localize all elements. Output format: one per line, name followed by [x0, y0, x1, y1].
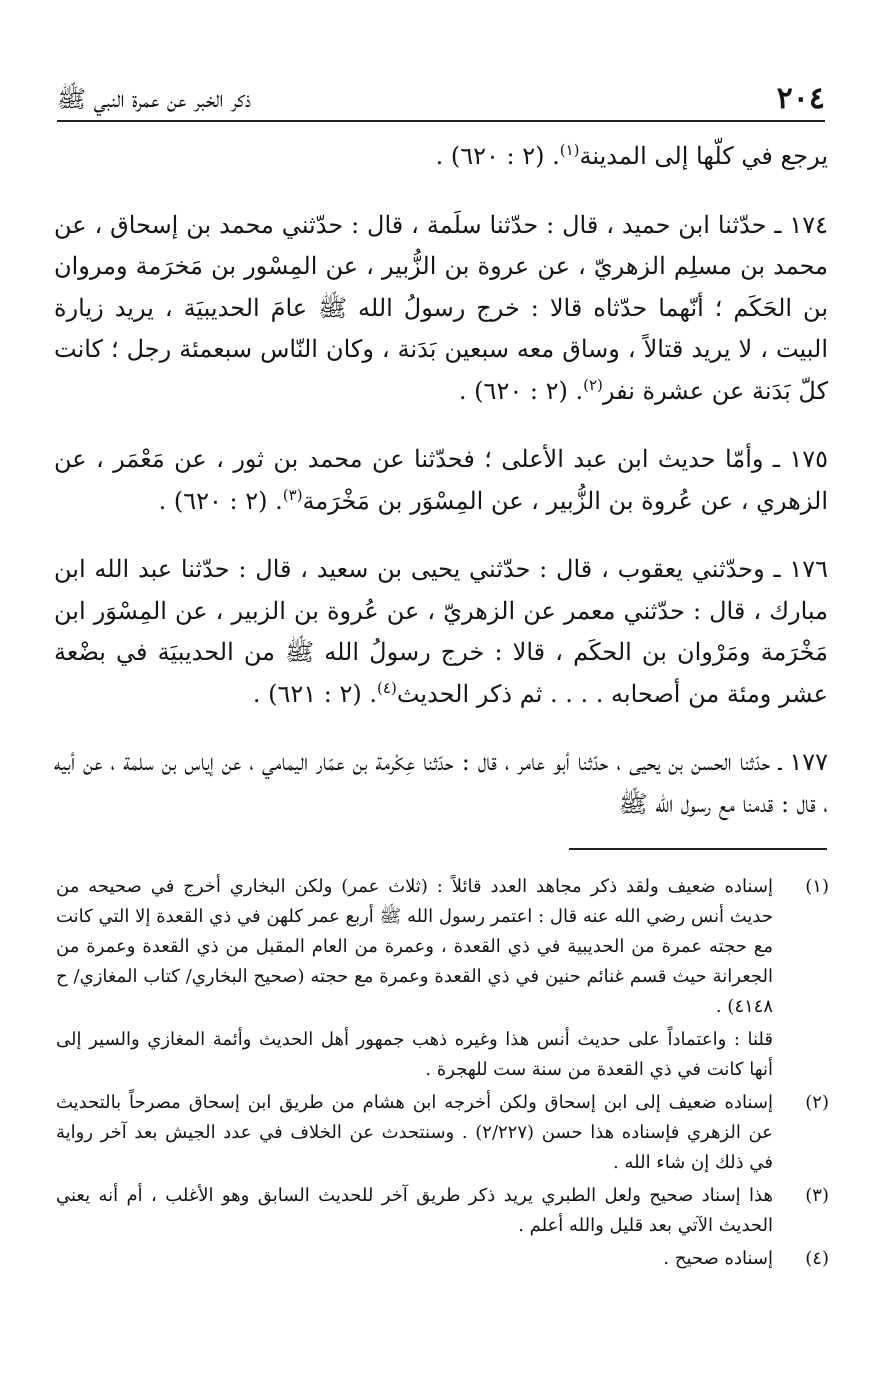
- paragraph-text: ١٧٥ ـ وأمّا حديث ابن عبد الأعلى ؛ فحدّثنا عن محمد بن ثور ، عن مَعْمَر ، عن الزهري ، عن عُروة بن الزُّبير ، عن المِسْوَر بن مَخْرَمة: [54, 445, 829, 515]
- footnote-text: هذا إسناد صحيح ولعل الطبري يريد ذكر طريق آخر للحديث السابق وهو الأغلب ، أم أنه يعني الحديث الآتي بعد قليل والله أعلم .: [56, 1185, 773, 1236]
- footnote-text: إسناده ضعيف إلى ابن إسحاق ولكن أخرجه ابن هشام من طريق ابن إسحاق مصرحاً بالتحديث عن الزهري فإسناده هذا حسن (٢/٢٢٧) . وسنتحدث عن الخلاف في عدد الجيش بعد آخر رواية في ذلك إن شاء الله .: [56, 1092, 773, 1173]
- paragraph-text: ١٧٧ ـ حدّثنا الحسن بن يحيى ، حدّثنا أبو عامر ، قال : حدّثنا عِكْرمة بن عمّار اليمامي ، عن إياس بن سلمة ، عن أبيه ، قال : قدمنا مع رسول الله ﷺ: [54, 748, 829, 818]
- footnote-number: (٤): [805, 1248, 829, 1269]
- footnote-1: [56, 872, 829, 1022]
- footnote-ref: (٢): [583, 375, 603, 394]
- footnote-ref: (٣): [282, 485, 303, 504]
- footnote-1-continuation: قلنا : واعتماداً على حديث أنس هذا وغيره ذهب جمهور أهل الحديث وأئمة المغازي والسير إلى أنها كانت في ذي القعدة من سنة ست للهجرة .: [56, 1029, 773, 1080]
- footnote-number: (٣): [805, 1185, 829, 1206]
- page-number: ٢٠٤: [776, 81, 825, 116]
- footnote-separator: [569, 848, 827, 850]
- hadith-176: [54, 549, 828, 715]
- header-rule: [57, 120, 825, 122]
- paragraph-text: ١٧٦ ـ وحدّثني يعقوب ، قال : حدّثني يحيى بن سعيد ، قال : حدّثنا عبد الله ابن مبارك ، قال : حدّثني معمر عن الزهريّ ، عن عُروة بن الزبير ، عن المِسْوَر ابن مَخْرَمة ومَرْوان بن الحكَم ، قالا : خرج رسولُ الله ﷺ من الحديبيَة في بضْعة عشر ومئة من أصحابه . . . . ثم ذكر الحديث: [54, 555, 829, 708]
- hadith-177: [54, 742, 828, 825]
- footnotes: [56, 872, 829, 1277]
- citation: . (٢ : ٦٢١) .: [252, 679, 378, 708]
- paragraph-text: يرجع في كلّها إلى المدينة: [579, 142, 828, 170]
- citation: . (٢ : ٦٢٠) .: [158, 486, 283, 515]
- footnote-number: (٢): [805, 1092, 829, 1113]
- page-header: [57, 78, 825, 118]
- hadith-174: [54, 205, 828, 413]
- footnote-4: [56, 1244, 829, 1274]
- footnote-text: إسناده صحيح .: [663, 1248, 773, 1269]
- citation: . (٢ : ٦٢٠) .: [458, 376, 584, 405]
- footnote-3: [56, 1181, 829, 1241]
- footnote-number: (١): [805, 876, 829, 897]
- footnote-ref: (١): [559, 141, 580, 159]
- hadith-175: [54, 439, 828, 522]
- footnote-ref: (٤): [377, 678, 397, 697]
- citation: . (٢ : ٦٢٠) .: [435, 142, 560, 170]
- main-text: [54, 136, 828, 825]
- running-title: ذكر الخبر عن عمرة النبي ﷺ: [57, 85, 252, 113]
- footnote-2: [56, 1088, 829, 1178]
- footnote-text: إسناده ضعيف ولقد ذكر مجاهد العدد قائلاً : (ثلاث عمر) ولكن البخاري أخرج في صحيحه من حديث أنس رضي الله عنه قال : اعتمر رسول الله ﷺ أربع عمر كلهن في ذي القعدة إلا التي كانت مع حجته عمرة من الحديبية في ذي القعدة ، وعمرة من العام المقبل من ذي القعدة وعمرة من الجعرانة حيث قسم غنائم حنين في ذي القعدة وعمرة مع حجته (صحيح البخاري/ كتاب المغازي/ ح ٤١٤٨) .: [56, 876, 773, 1017]
- paragraph-continuation: [54, 136, 828, 178]
- paragraph-text: ١٧٤ ـ حدّثنا ابن حميد ، قال : حدّثنا سلَمة ، قال : حدّثني محمد بن إسحاق ، عن محمد بن مسلِم الزهريّ ، عن عروة بن الزُّبير ، عن المِسْور بن مَخرَمة ومروان بن الحَكَم ؛ أنّهما حدّثاه قالا : خرج رسولُ الله ﷺ عامَ الحديبيَة ، يريد زيارة البيت ، لا يريد قتالاً ، وساق معه سبعين بَدَنة ، وكان النّاس سبعمئة رجل ؛ كانت كلّ بَدَنة عن عشرة نفر: [54, 210, 828, 405]
